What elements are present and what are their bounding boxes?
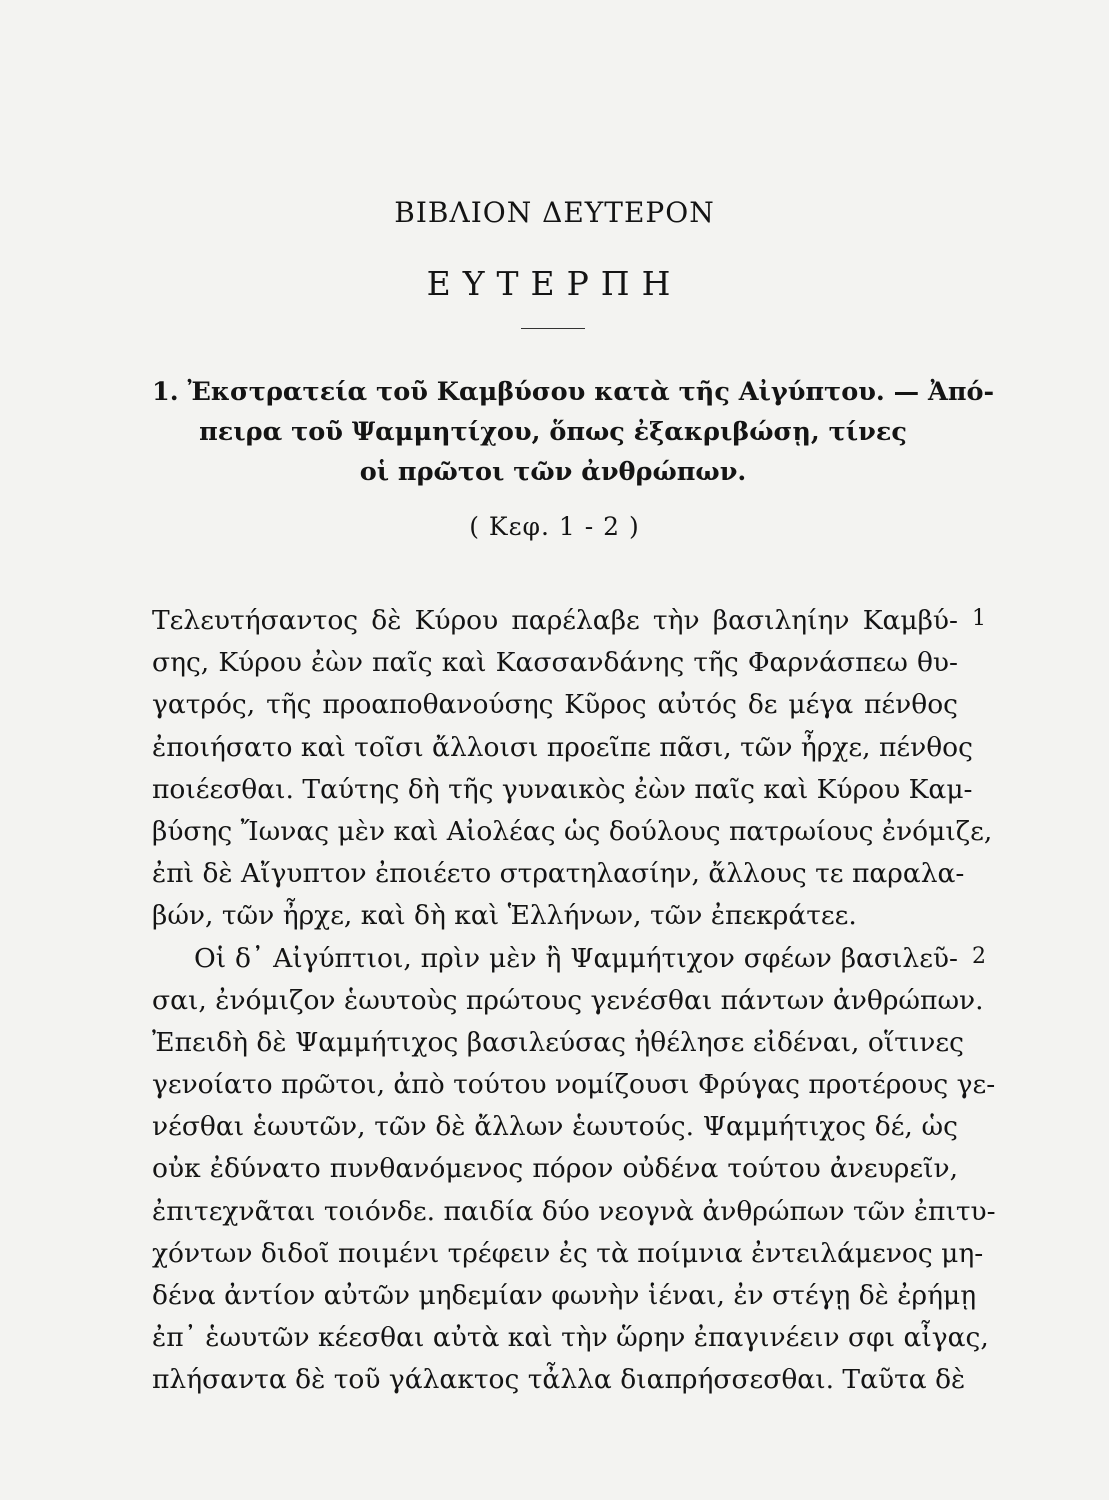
text-line: γενοίατο πρῶτοι, ἀπὸ τούτου νομίζουσι Φρύγας προτέρους γε-: [152, 1069, 996, 1101]
text-line: Οἱ δ᾽ Αἰγύπτιοι, πρὶν μὲν ἢ Ψαμμήτιχον σφέων βασιλεῦ-: [194, 942, 958, 974]
text-line: βύσης Ἴωνας μὲν καὶ Αἰολέας ὡς δούλους πατρωίους ἐνόμιζε,: [152, 815, 993, 847]
text-line: γατρός, τῆς προαποθανούσης Κῦρος αὐτός δε μέγα πένθος: [152, 689, 958, 721]
text-line: Ἐπειδὴ δὲ Ψαμμήτιχος βασιλεύσας ἠθέλησε εἰδέναι, οἵτινες: [152, 1026, 964, 1058]
text-line: βών, τῶν ἦρχε, καὶ δὴ καὶ Ἑλλήνων, τῶν ἐπεκράτεε.: [152, 900, 857, 932]
chapter-heading: [152, 372, 995, 492]
text-line: οὐκ ἐδύνατο πυνθανόμενος πόρον οὐδένα τούτου ἀνευρεῖν,: [152, 1153, 958, 1185]
text-line: πλήσαντα δὲ τοῦ γάλακτος τἆλλα διαπρήσσεσθαι. Ταῦτα δὲ: [152, 1364, 966, 1396]
text-line: ποιέεσθαι. Ταύτης δὴ τῆς γυναικὸς ἐὼν παῖς καὶ Κύρου Καμ-: [152, 773, 973, 805]
text-line: χόντων διδοῖ ποιμένι τρέφειν ἐς τὰ ποίμνια ἐντειλάμενος μη-: [152, 1237, 984, 1269]
text-line: δένα ἀντίον αὐτῶν μηδεμίαν φωνὴν ἱέναι, ἐν στέγῃ δὲ ἐρήμῃ: [152, 1280, 977, 1311]
book-title: ΒΙΒΛΙΟΝ ΔΕΥΤΕΡΟΝ: [394, 196, 715, 229]
text-line: ἐποιήσατο καὶ τοῖσι ἄλλοισι προεῖπε πᾶσι, τῶν ἦρχε, πένθος: [152, 731, 973, 763]
text-line: σαι, ἐνόμιζον ἑωυτοὺς πρώτους γενέσθαι πάντων ἀνθρώπων.: [152, 984, 984, 1016]
title-rule: [521, 328, 585, 329]
text-line: ἐπιτεχνᾶται τοιόνδε. παιδία δύο νεογνὰ ἀνθρώπων τῶν ἐπιτυ-: [152, 1195, 996, 1227]
chapter-heading-line: 1. Ἐκστρατεία τοῦ Καμβύσου κατὰ τῆς Αἰγύπτου. — Ἀπό-: [152, 377, 995, 407]
text-line: νέσθαι ἑωυτῶν, τῶν δὲ ἄλλων ἑωυτούς. Ψαμμήτιχος δέ, ὡς: [152, 1111, 958, 1143]
chapter-heading-line: πειρα τοῦ Ψαμμητίχου, ὅπως ἐξακριβώσῃ, τίνες: [199, 417, 907, 447]
text-line: Τελευτήσαντος δὲ Κύρου παρέλαβε τὴν βασιληίην Καμβύ-: [152, 605, 958, 636]
chapter-range: ( Κεφ. 1 - 2 ): [469, 512, 640, 541]
section-name: ΕΥΤΕΡΠΗ: [426, 264, 683, 303]
margin-number: 1: [972, 606, 986, 631]
text-line: ἐπ᾽ ἑωυτῶν κέεσθαι αὐτὰ καὶ τὴν ὥρην ἐπαγινέειν σφι αἶγας,: [152, 1322, 989, 1354]
body-text: [152, 600, 996, 1402]
text-line: σης, Κύρου ἐὼν παῖς καὶ Κασσανδάνης τῆς Φαρνάσπεω θυ-: [152, 647, 958, 679]
margin-number: 2: [972, 944, 986, 969]
chapter-heading-line: οἱ πρῶτοι τῶν ἀνθρώπων.: [359, 457, 747, 487]
text-line: ἐπὶ δὲ Αἴγυπτον ἐποιέετο στρατηλασίην, ἄλλους τε παραλα-: [152, 858, 965, 890]
